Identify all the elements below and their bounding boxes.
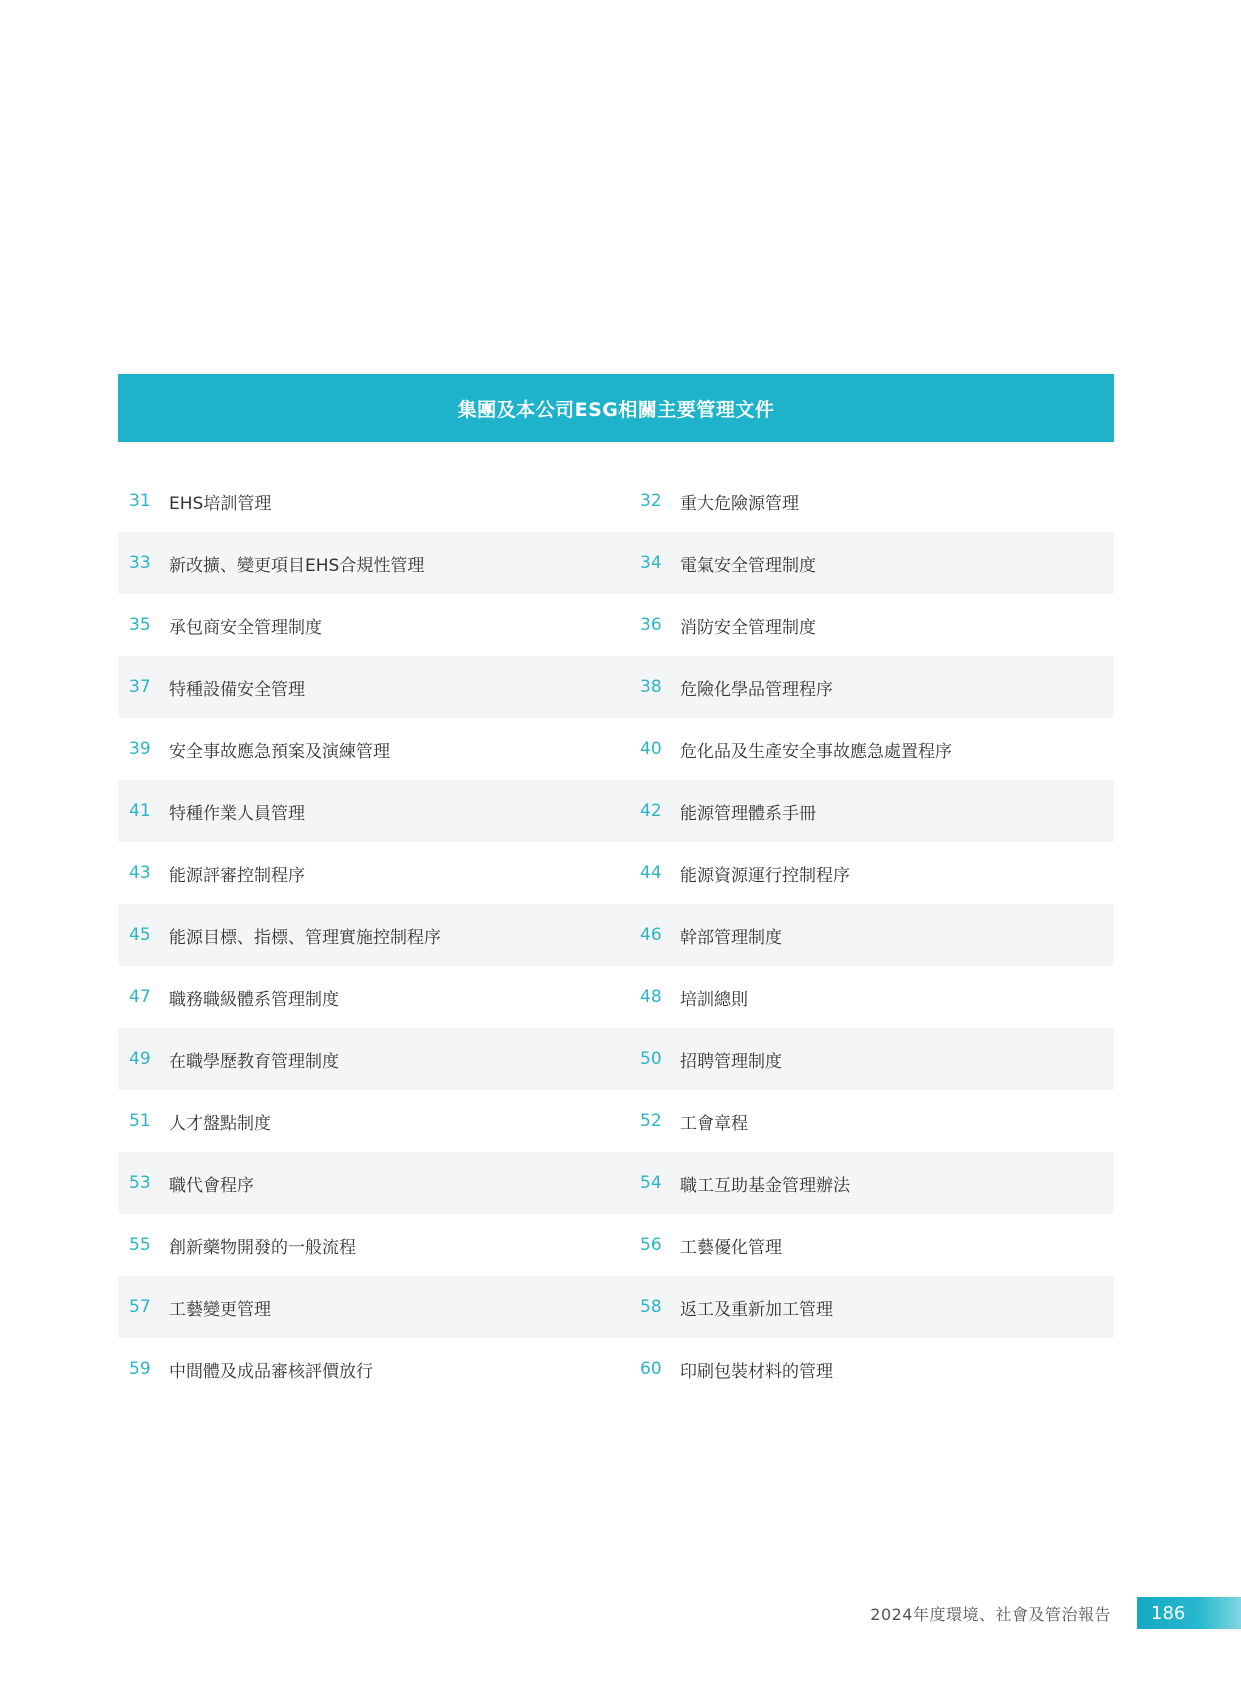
item-label: 電氣安全管理制度: [680, 555, 816, 576]
item-number: 51: [129, 1111, 151, 1131]
page-number-tab: [1137, 1597, 1241, 1629]
item-label: 安全事故應急預案及演練管理: [169, 741, 390, 762]
table-cell: [616, 551, 1114, 576]
item-label: 職工互助基金管理辦法: [680, 1175, 850, 1196]
item-number: 57: [129, 1297, 151, 1317]
item-number: 53: [129, 1173, 151, 1193]
item-number: 58: [640, 1297, 662, 1317]
item-number: 37: [129, 677, 151, 697]
item-number: 40: [640, 739, 662, 759]
table-header-bar: [118, 374, 1114, 442]
item-label: 特種作業人員管理: [169, 803, 305, 824]
item-label: 消防安全管理制度: [680, 617, 816, 638]
item-number: 42: [640, 801, 662, 821]
item-label: 在職學歷教育管理制度: [169, 1051, 339, 1072]
item-number: 54: [640, 1173, 662, 1193]
table-cell: [616, 675, 1114, 700]
item-number: 34: [640, 553, 662, 573]
table-row: [118, 656, 1114, 718]
table-cell: [616, 613, 1114, 638]
table-cell: [616, 1233, 1114, 1258]
item-label: 工藝變更管理: [169, 1299, 271, 1320]
item-label: 人才盤點制度: [169, 1113, 271, 1134]
item-label: 承包商安全管理制度: [169, 617, 322, 638]
table-cell: [616, 1295, 1114, 1320]
item-label: 創新藥物開發的一般流程: [169, 1237, 356, 1258]
table-row: [118, 1028, 1114, 1090]
item-label: 能源資源運行控制程序: [680, 865, 850, 886]
item-label: 中間體及成品審核評價放行: [169, 1361, 373, 1382]
table-cell: [118, 985, 616, 1010]
table-row: [118, 594, 1114, 656]
table-row: [118, 1090, 1114, 1152]
table-row: [118, 904, 1114, 966]
item-number: 32: [640, 491, 662, 511]
item-label: 印刷包裝材料的管理: [680, 1361, 833, 1382]
item-number: 41: [129, 801, 151, 821]
table-cell: [118, 613, 616, 638]
item-number: 33: [129, 553, 151, 573]
table-row: [118, 966, 1114, 1028]
table-cell: [616, 1047, 1114, 1072]
item-label: 能源目標、指標、管理實施控制程序: [169, 927, 441, 948]
item-number: 60: [640, 1359, 662, 1379]
item-number: 35: [129, 615, 151, 635]
page-number: 186: [1151, 1602, 1186, 1624]
item-number: 46: [640, 925, 662, 945]
item-label: 危險化學品管理程序: [680, 679, 833, 700]
table-cell: [616, 1357, 1114, 1382]
item-number: 36: [640, 615, 662, 635]
item-label: 職務職級體系管理制度: [169, 989, 339, 1010]
item-label: 職代會程序: [169, 1175, 254, 1196]
table-cell: [616, 1171, 1114, 1196]
table-cell: [616, 861, 1114, 886]
table-row: [118, 1276, 1114, 1338]
table-cell: [118, 799, 616, 824]
table-cell: [118, 1047, 616, 1072]
item-label: EHS培訓管理: [169, 493, 272, 514]
item-number: 38: [640, 677, 662, 697]
item-number: 50: [640, 1049, 662, 1069]
table-row: [118, 1338, 1114, 1400]
table-row: [118, 718, 1114, 780]
table-row: [118, 1214, 1114, 1276]
table-cell: [118, 1171, 616, 1196]
item-label: 新改擴、變更項目EHS合規性管理: [169, 555, 425, 576]
table-cell: [616, 1109, 1114, 1134]
table-row: [118, 1152, 1114, 1214]
item-number: 49: [129, 1049, 151, 1069]
table-cell: [118, 551, 616, 576]
table-cell: [118, 923, 616, 948]
item-number: 43: [129, 863, 151, 883]
item-label: 工會章程: [680, 1113, 748, 1134]
table-cell: [118, 675, 616, 700]
item-label: 幹部管理制度: [680, 927, 782, 948]
item-label: 特種設備安全管理: [169, 679, 305, 700]
item-number: 59: [129, 1359, 151, 1379]
table-cell: [616, 799, 1114, 824]
table-cell: [118, 737, 616, 762]
item-label: 返工及重新加工管理: [680, 1299, 833, 1320]
table-title: 集團及本公司ESG相關主要管理文件: [457, 398, 775, 421]
item-label: 重大危險源管理: [680, 493, 799, 514]
table-cell: [616, 489, 1114, 514]
table-cell: [118, 489, 616, 514]
item-label: 工藝優化管理: [680, 1237, 782, 1258]
table-row: [118, 470, 1114, 532]
table-cell: [118, 1357, 616, 1382]
item-label: 能源評審控制程序: [169, 865, 305, 886]
item-label: 危化品及生產安全事故應急處置程序: [680, 741, 952, 762]
table-cell: [616, 985, 1114, 1010]
table-cell: [118, 1295, 616, 1320]
item-label: 能源管理體系手冊: [680, 803, 816, 824]
table-cell: [118, 1109, 616, 1134]
item-label: 培訓總則: [680, 989, 748, 1010]
item-label: 招聘管理制度: [680, 1051, 782, 1072]
table-cell: [616, 923, 1114, 948]
table-row: [118, 532, 1114, 594]
item-number: 45: [129, 925, 151, 945]
item-number: 52: [640, 1111, 662, 1131]
report-title: 2024年度環境、社會及管治報告: [870, 1605, 1111, 1624]
documents-table: [118, 470, 1114, 1400]
table-row: [118, 842, 1114, 904]
item-number: 47: [129, 987, 151, 1007]
item-number: 55: [129, 1235, 151, 1255]
item-number: 44: [640, 863, 662, 883]
item-number: 56: [640, 1235, 662, 1255]
table-cell: [616, 737, 1114, 762]
item-number: 48: [640, 987, 662, 1007]
item-number: 39: [129, 739, 151, 759]
table-cell: [118, 861, 616, 886]
table-cell: [118, 1233, 616, 1258]
table-row: [118, 780, 1114, 842]
item-number: 31: [129, 491, 151, 511]
